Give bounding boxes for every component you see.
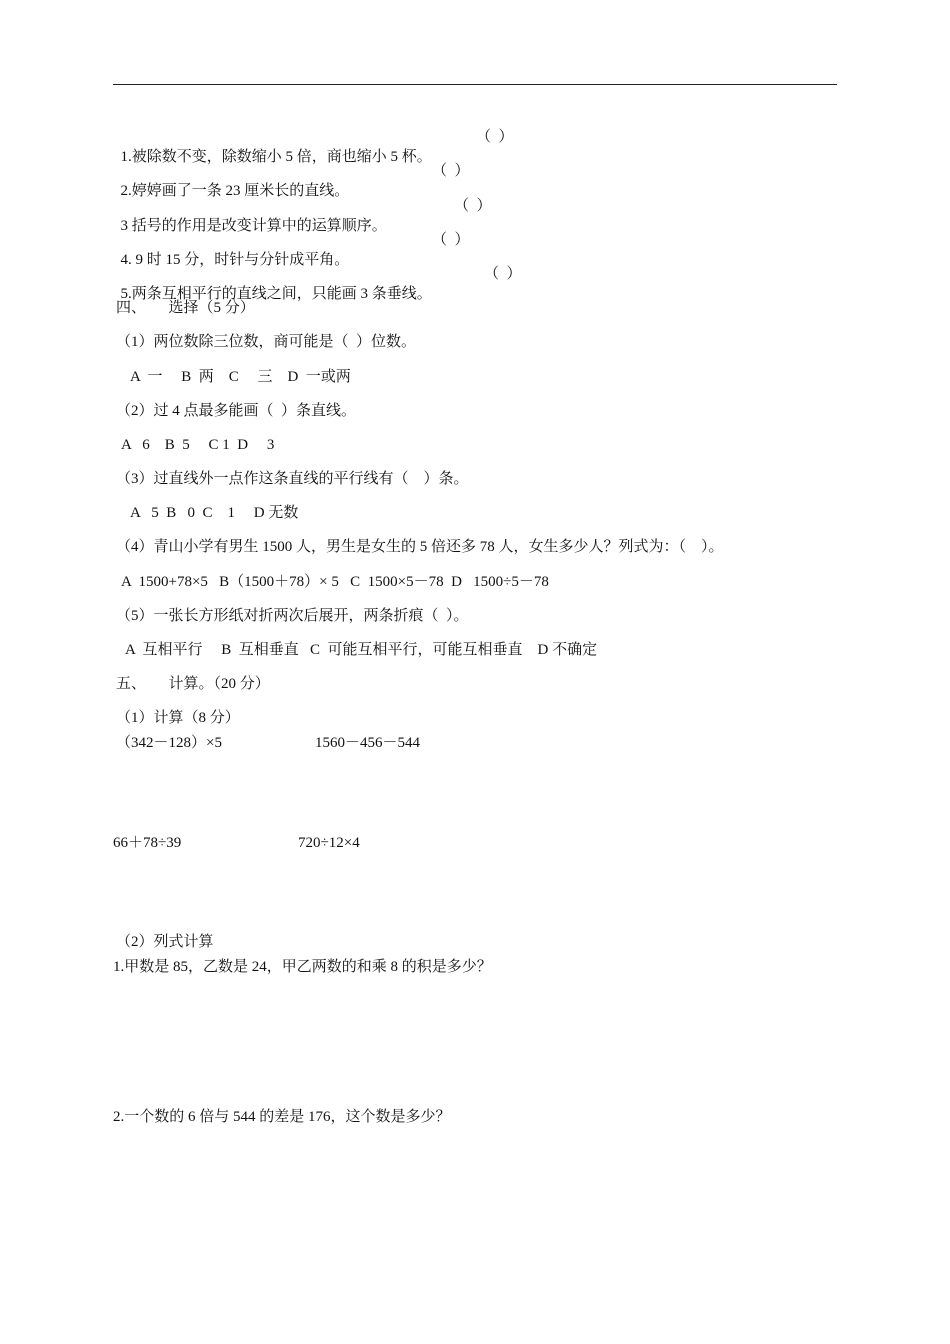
calc-part2-title: （2）列式计算 — [116, 934, 214, 950]
calc-expr-2: 1560－456－544 — [315, 735, 421, 751]
choice-q5-options: A 互相平行 B 互相垂直 C 可能互相平行，可能互相垂直 D 不确定 — [125, 642, 598, 658]
judge-text: 4. 9 时 15 分，时针与分针成平角。 — [120, 252, 350, 268]
judge-paren-3: （ ） — [454, 198, 492, 214]
choice-q4-stem: （4）青山小学有男生 1500 人，男生是女生的 5 倍还多 78 人，女生多少人？列式为：（ ）。 — [116, 539, 724, 555]
calc-expr-4: 720÷12×4 — [298, 835, 360, 851]
choice-q4-options: A 1500+78×5 B（1500＋78）× 5 C 1500×5－78 D 1500÷5－78 — [121, 574, 549, 590]
judge-paren-5: （ ） — [484, 266, 522, 282]
word-problem-1: 1.甲数是 85，乙数是 24，甲乙两数的和乘 8 的积是多少？ — [113, 959, 492, 975]
choice-q3-options: A 5 B 0 C 1 D 无数 — [130, 505, 299, 521]
judge-paren-2: （ ） — [432, 163, 470, 179]
section4-heading: 四、 选择（5 分） — [116, 300, 255, 316]
judge-text: 3 括号的作用是改变计算中的运算顺序。 — [120, 218, 387, 234]
choice-q2-options: A 6 B 5 C 1 D 3 — [121, 437, 275, 453]
calc-expr-1: （342－128）×5 — [116, 735, 222, 751]
header-rule — [113, 84, 837, 85]
choice-q2-stem: （2）过 4 点最多能画（ ）条直线。 — [116, 403, 357, 419]
judge-text: 5.两条互相平行的直线之间，只能画 3 条垂线。 — [120, 286, 432, 302]
choice-q1-stem: （1）两位数除三位数，商可能是（ ）位数。 — [116, 334, 417, 350]
choice-q5-stem: （5）一张长方形纸对折两次后展开，两条折痕（ ）。 — [116, 608, 469, 624]
judge-text: 2.婷婷画了一条 23 厘米长的直线。 — [120, 183, 350, 199]
choice-q1-options: A 一 B 两 C 三 D 一或两 — [130, 369, 351, 385]
calc-expr-3: 66＋78÷39 — [113, 835, 182, 851]
judge-text: 1.被除数不变，除数缩小 5 倍，商也缩小 5 杯。 — [120, 149, 432, 165]
judge-item-2 — [113, 161, 349, 201]
judge-paren-4: （ ） — [432, 232, 470, 248]
section5-heading: 五、 计算。（20 分） — [116, 676, 270, 692]
calc-part1-title: （1）计算（8 分） — [116, 710, 240, 726]
word-problem-2: 2.一个数的 6 倍与 544 的差是 176，这个数是多少？ — [113, 1109, 451, 1125]
choice-q3-stem: （3）过直线外一点作这条直线的平行线有（ ）条。 — [116, 471, 469, 487]
judge-paren-1: （ ） — [476, 129, 514, 145]
